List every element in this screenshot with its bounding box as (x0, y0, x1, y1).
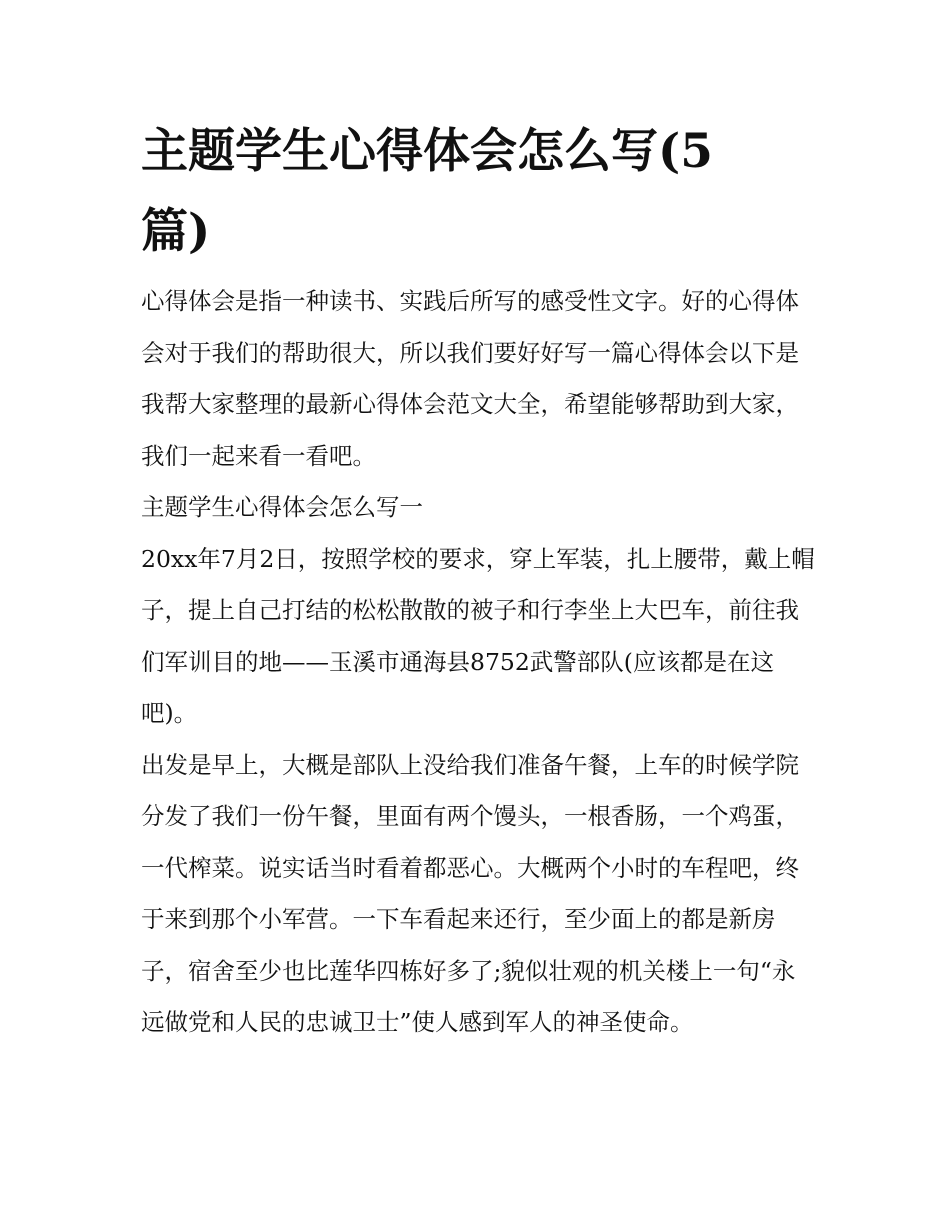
intro-paragraph: 心得体会是指一种读书、实践后所写的感受性文字。好的心得体会对于我们的帮助很大，所以我们要好好写一篇心得体会以下是我帮大家整理的最新心得体会范文大全，希望能够帮助到大家，我们一起来看一看吧。 (141, 287, 799, 470)
body-paragraph: 出发是早上，大概是部队上没给我们准备午餐，上车的时候学院分发了我们一份午餐，里面有两个馒头，一根香肠，一个鸡蛋，一代榨菜。说实话当时看着都恶心。大概两个小时的车程吧，终于来到那个小军营。一下车看起来还行，至少面上的都是新房子，宿舍至少也比莲华四栋好多了;貌似壮观的机关楼上一句“永远做党和人民的忠诚卫士”使人感到军人的神圣使命。 (141, 750, 799, 1036)
document-title: 主题学生心得体会怎么写(5篇) (141, 124, 713, 259)
body-paragraph: 20xx年7月2日，按照学校的要求，穿上军装，扎上腰带，戴上帽子，提上自己打结的松松散散的被子和行李坐上大巴车，前往我们军训目的地——玉溪市通海县8752武警部队(应该都是在这吧)。 (141, 544, 815, 727)
section-heading: 主题学生心得体会怎么写一 (141, 493, 423, 521)
document-body (141, 276, 816, 1049)
